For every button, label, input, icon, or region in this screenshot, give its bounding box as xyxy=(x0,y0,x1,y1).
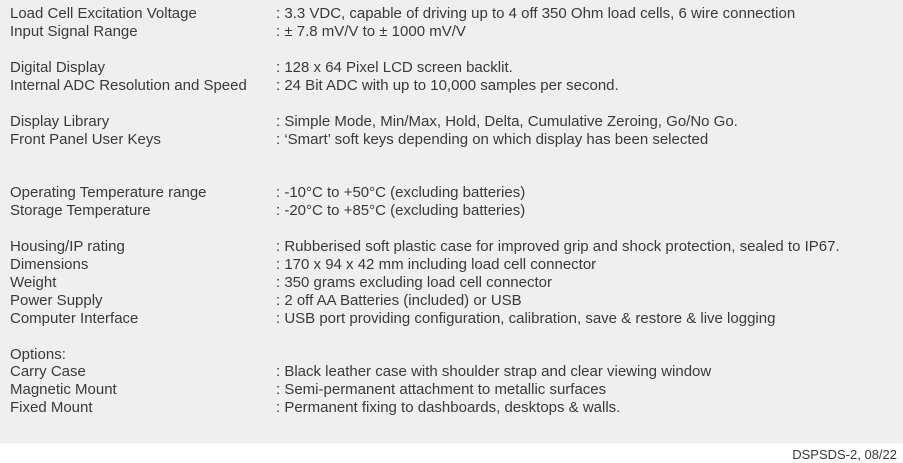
spec-row-storage-temp xyxy=(10,202,895,220)
spec-label: Load Cell Excitation Voltage xyxy=(10,5,197,22)
option-row-fixed-mount xyxy=(10,399,895,417)
spec-label: Display Library xyxy=(10,113,110,130)
option-value: : Black leather case with shoulder strap and clear viewing window xyxy=(276,363,712,380)
spec-row-display-library xyxy=(10,113,895,131)
option-row-magnetic-mount xyxy=(10,381,895,399)
spec-row-power xyxy=(10,292,895,310)
spec-value: : 24 Bit ADC with up to 10,000 samples per second. xyxy=(276,77,619,94)
spec-label: Front Panel User Keys xyxy=(10,131,161,148)
spec-value: : 3.3 VDC, capable of driving up to 4 off 350 Ohm load cells, 6 wire connection xyxy=(276,5,796,22)
spec-label: Storage Temperature xyxy=(10,202,151,219)
spec-label: Computer Interface xyxy=(10,310,139,327)
spec-label: Housing/IP rating xyxy=(10,238,125,255)
option-label: Fixed Mount xyxy=(10,399,93,416)
spec-value: : ± 7.8 mV/V to ± 1000 mV/V xyxy=(276,23,466,40)
spec-value: : 350 grams excluding load cell connector xyxy=(276,274,552,291)
spec-row-dimensions xyxy=(10,256,895,274)
option-value: : Permanent fixing to dashboards, desktops & walls. xyxy=(276,399,621,416)
spec-row-display xyxy=(10,59,895,77)
spec-row-computer-interface xyxy=(10,310,895,328)
spec-value: : 170 x 94 x 42 mm including load cell connector xyxy=(276,256,597,273)
options-heading: Options: xyxy=(10,346,66,363)
spec-label: Internal ADC Resolution and Speed xyxy=(10,77,247,94)
spec-value: : 128 x 64 Pixel LCD screen backlit. xyxy=(276,59,513,76)
spec-value: : 2 off AA Batteries (included) or USB xyxy=(276,292,522,309)
spec-label: Dimensions xyxy=(10,256,89,273)
spec-value: : Rubberised soft plastic case for improved grip and shock protection, sealed to IP67. xyxy=(276,238,840,255)
spec-row-input-range xyxy=(10,23,895,41)
spec-value: : -10°C to +50°C (excluding batteries) xyxy=(276,184,526,201)
spec-value: : Simple Mode, Min/Max, Hold, Delta, Cumulative Zeroing, Go/No Go. xyxy=(276,113,738,130)
spec-row-operating-temp xyxy=(10,184,895,202)
spec-label: Weight xyxy=(10,274,57,291)
spec-row-excitation xyxy=(10,5,895,23)
spec-row-housing xyxy=(10,238,895,256)
option-label: Carry Case xyxy=(10,363,86,380)
option-label: Magnetic Mount xyxy=(10,381,117,398)
spec-label: Operating Temperature range xyxy=(10,184,207,201)
spec-row-weight xyxy=(10,274,895,292)
spec-value: : ‘Smart’ soft keys depending on which display has been selected xyxy=(276,131,709,148)
spec-value: : USB port providing configuration, calibration, save & restore & live logging xyxy=(276,310,776,327)
document-code: DSPSDS-2, 08/22 xyxy=(792,447,897,462)
option-row-carry-case xyxy=(10,363,895,381)
spec-label: Digital Display xyxy=(10,59,106,76)
spec-row-adc xyxy=(10,77,895,95)
spec-row-user-keys xyxy=(10,131,895,149)
option-value: : Semi-permanent attachment to metallic surfaces xyxy=(276,381,607,398)
spec-label: Power Supply xyxy=(10,292,103,309)
spec-value: : -20°C to +85°C (excluding batteries) xyxy=(276,202,526,219)
spec-label: Input Signal Range xyxy=(10,23,138,40)
